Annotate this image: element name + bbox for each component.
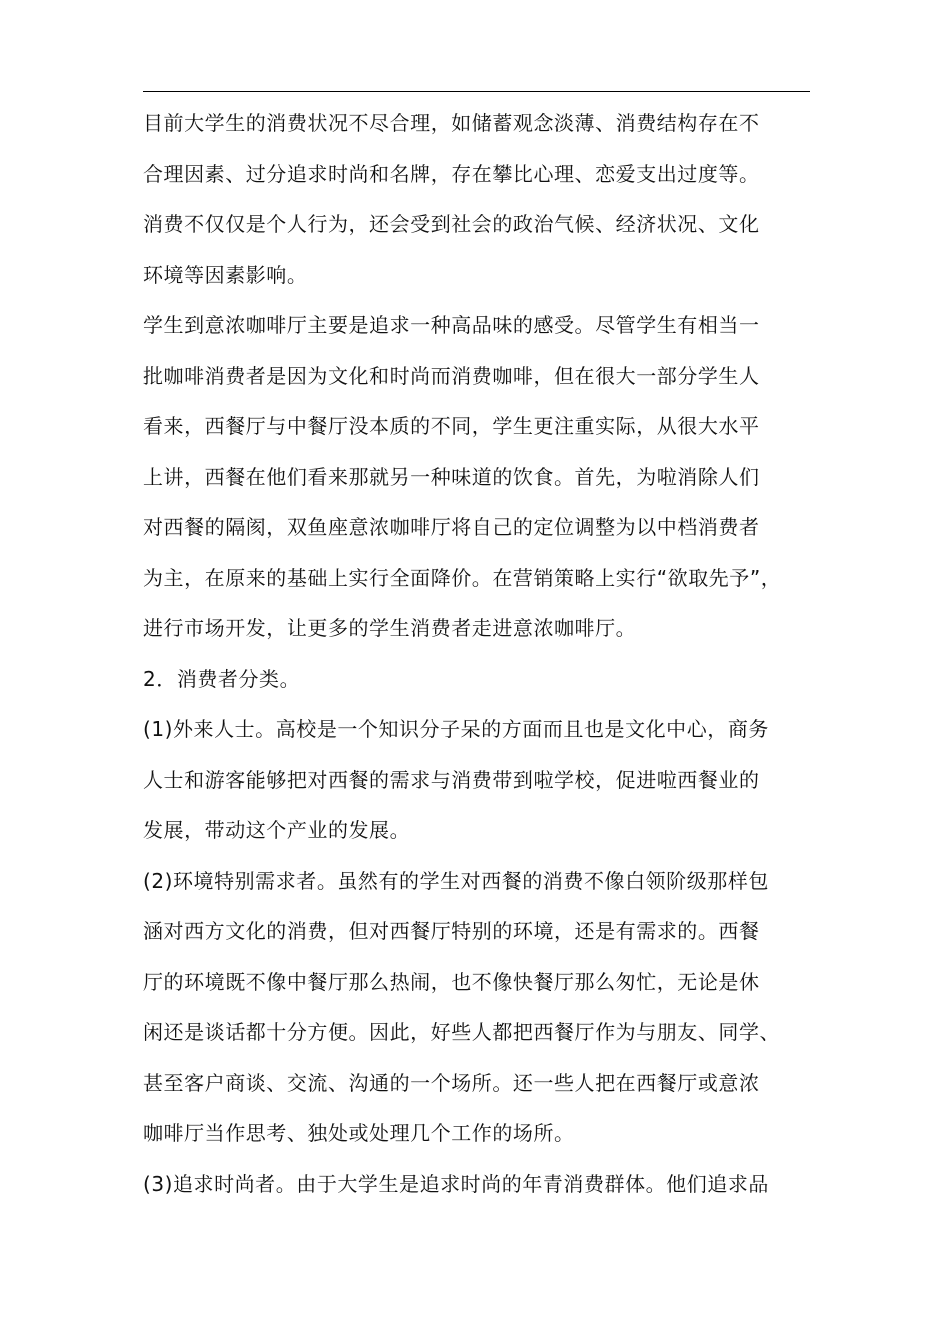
text-line: 看来，西餐厅与中餐厅没本质的不同，学生更注重实际，从很大水平 xyxy=(143,414,760,438)
text-line: 进行市场开发，让更多的学生消费者走进意浓咖啡厅。 xyxy=(143,616,637,640)
text-line: 环境等因素影响。 xyxy=(143,262,308,287)
text-line: 厅的环境既不像中餐厅那么热闹，也不像快餐厅那么匆忙，无论是休 xyxy=(143,969,760,994)
text-line: 批咖啡消费者是因为文化和时尚而消费咖啡，但在很大一部分学生人 xyxy=(143,363,760,388)
text-line: (1)外来人士。高校是一个知识分子呆的方面而且也是文化中心，商务 xyxy=(143,717,769,741)
body-text xyxy=(143,98,823,1209)
section-heading: 2．消费者分类。 xyxy=(143,666,301,691)
text-line: 人士和游客能够把对西餐的需求与消费带到啦学校，促进啦西餐业的 xyxy=(143,767,760,792)
text-line: 发展，带动这个产业的发展。 xyxy=(143,818,411,842)
text-line: 合理因素、过分追求时尚和名牌，存在攀比心理、恋爱支出过度等。 xyxy=(143,161,760,186)
text-line: 消费不仅仅是个人行为，还会受到社会的政治气候、经济状况、文化 xyxy=(143,212,760,236)
text-line: 对西餐的隔阂，双鱼座意浓咖啡厅将自己的定位调整为以中档消费者 xyxy=(143,515,760,539)
text-line: 学生到意浓咖啡厅主要是追求一种高品味的感受。尽管学生有相当一 xyxy=(143,313,760,337)
text-line: (2)环境特别需求者。虽然有的学生对西餐的消费不像白领阶级那样包 xyxy=(143,868,769,893)
text-line: 闲还是谈话都十分方便。因此，好些人都把西餐厅作为与朋友、同学、 xyxy=(143,1020,781,1044)
header-rule xyxy=(143,91,810,92)
text-line: 上讲，西餐在他们看来那就另一种味道的饮食。首先，为啦消除人们 xyxy=(143,464,760,489)
text-line: 目前大学生的消费状况不尽合理，如储蓄观念淡薄、消费结构存在不 xyxy=(143,111,760,135)
text-line: (3)追求时尚者。由于大学生是追求时尚的年青消费群体。他们追求品 xyxy=(143,1171,769,1196)
text-line: 咖啡厅当作思考、独处或处理几个工作的场所。 xyxy=(143,1121,575,1145)
text-line: 甚至客户商谈、交流、沟通的一个场所。还一些人把在西餐厅或意浓 xyxy=(143,1070,760,1095)
text-line: 为主，在原来的基础上实行全面降价。在营销策略上实行“欲取先予”， xyxy=(143,565,782,590)
text-line: 涵对西方文化的消费，但对西餐厅特别的环境，还是有需求的。西餐 xyxy=(143,919,760,943)
